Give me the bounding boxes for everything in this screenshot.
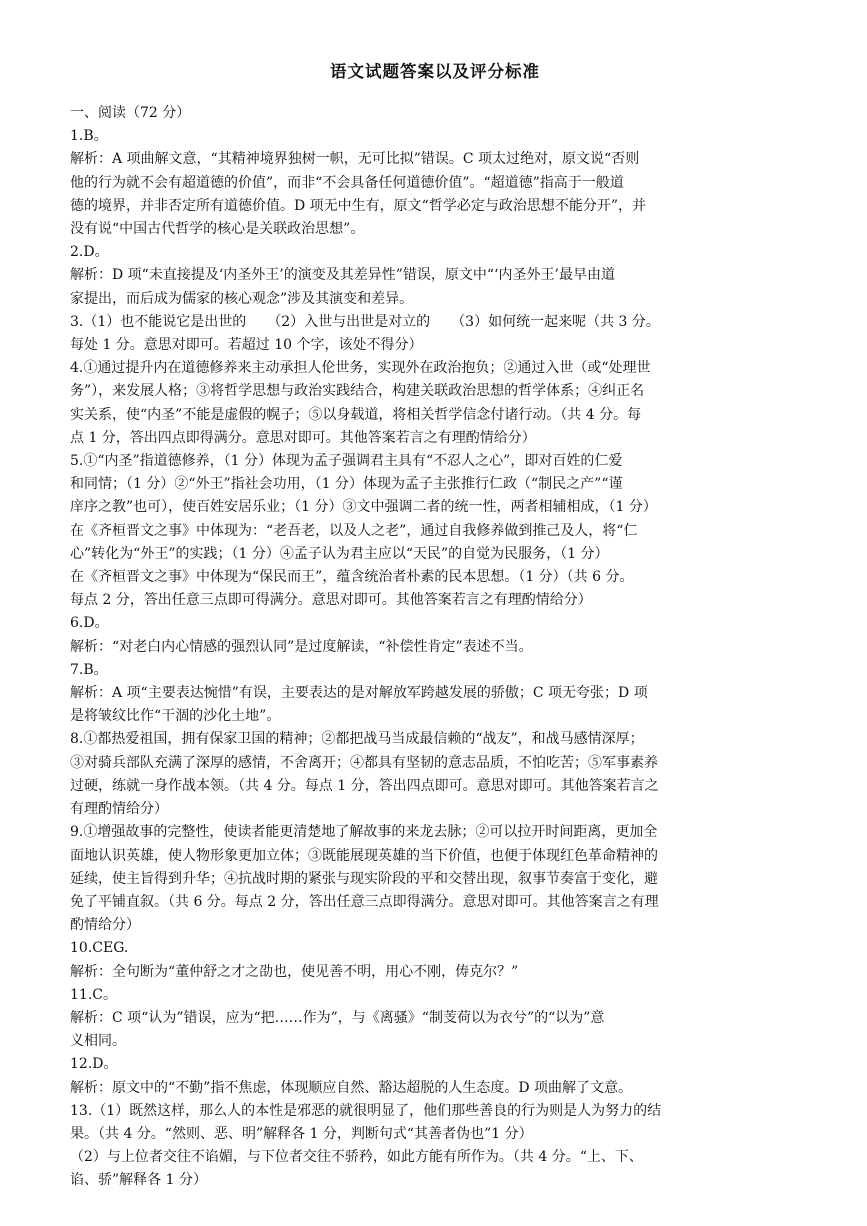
text-line: 谄、骄”解释各 1 分） [70,1172,207,1189]
text-line: 德的境界，并非否定所有道德价值。D 项无中生有，原文“哲学必定与政治思想不能分开”，并 [70,197,646,214]
text-line: 果。（共 4 分。“然则、恶、明”解释各 1 分，判断句式“其善者伪也”1 分） [70,1125,533,1142]
text-line: 在《齐桓晋文之事》中体现为：“老吾老，以及人之老”，通过自我修养做到推己及人，将“仁 [70,522,638,539]
text-line: 5.①“内圣”指道德修养，（1 分）体现为孟子强调君主具有“不忍人之心”，即对百姓的仁爱 [70,453,623,470]
text-line: 12.D。 [70,1056,118,1073]
text-line: ③对骑兵部队充满了深厚的感情，不舍离开；④都具有坚韧的意志品质，不怕吃苦；⑤军事素养 [70,754,658,771]
text-line: 3.（1）也不能说它是出世的 （2）入世与出世是对立的 （3）如何统一起来呢（共 3 分。 [70,313,660,330]
text-line: 过硬，练就一身作战本领。（共 4 分。每点 1 分，答出四点即可。意思对即可。其他答案若言之 [70,777,659,794]
text-line: 是将皱纹比作“干涸的沙化土地”。 [70,708,281,725]
text-line: 8.①都热爱祖国，拥有保家卫国的精神；②都把战马当成最信赖的“战友”，和战马感情深厚； [70,731,644,748]
text-line: 他的行为就不会有超道德的价值”，而非“不会具备任何道德价值”。“超道德”指高于一般道 [70,174,624,191]
text-line: 9.①增强故事的完整性，使读者能更清楚地了解故事的来龙去脉；②可以拉开时间距离，更加全 [70,824,658,841]
text-line: 酌情给分） [70,917,140,934]
text-line: 解析：D 项“未直接提及‘内圣外王’的演变及其差异性”错误，原文中“‘内圣外王’最早由道 [70,267,615,284]
text-line: 1.B。 [70,128,108,145]
text-line: 实关系，使“内圣”不能是虚假的幌子；⑤以身载道，将相关哲学信念付诸行动。（共 4 分。每 [70,406,642,423]
text-line: 每点 2 分，答出任意三点即可得满分。意思对即可。其他答案若言之有理酌情给分） [70,592,592,609]
text-line: 2.D。 [70,244,109,261]
text-line: 免了平铺直叙。（共 6 分。每点 2 分，答出任意三点即得满分。意思对即可。其他答案言之有理 [70,893,659,910]
text-line: 面地认识英雄，使人物形象更加立体；③既能展现英雄的当下价值，也便于体现红色革命精神的 [70,847,658,864]
text-line: 务”），来发展人格；③将哲学思想与政治实践结合，构建关联政治思想的哲学体系；④纠正名 [70,383,645,400]
text-line: 没有说“中国古代哲学的核心是关联政治思想”。 [70,221,365,238]
text-line: 6.D。 [70,615,109,632]
text-line: 11.C。 [70,986,117,1003]
text-line: 延续，使主旨得到升华；④抗战时期的紧张与现实阶段的平和交替出现，叙事节奏富于变化，避 [70,870,658,887]
text-line: 解析：“对老白内心情感的强烈认同”是过度解读，“补偿性肯定”表述不当。 [70,638,533,655]
answer-document [70,58,800,1193]
text-line: 义相同。 [70,1033,126,1050]
text-line: 家提出，而后成为儒家的核心观念”涉及其演变和差异。 [70,290,414,307]
text-line: 10.CEG. [70,940,129,957]
text-line: （2）与上位者交往不谄媚，与下位者交往不骄矜，如此方能有所作为。（共 4 分。“上、下、 [70,1149,643,1166]
text-line: 一、阅读（72 分） [70,105,191,121]
text-line: 4.①通过提升内在道德修养来主动承担人伦世务，实现外在政治抱负；②通过入世（或“处理世 [70,360,651,377]
text-line: 有理酌情给分） [70,801,168,818]
text-line: 解析：C 项“认为”错误，应为“把……作为”，与《离骚》“制芰荷以为衣兮”的“以为”意 [70,1009,605,1026]
text-line: 解析：全句断为“董仲舒之才之劭也，使见善不明，用心不刚，俦克尔？” [70,963,519,980]
text-line: 和同情；（1 分）②“外王”指社会功用，（1 分）体现为孟子主张推行仁政（“制民之产”“谨 [70,476,623,493]
text-line: 13.（1）既然这样，那么人的本性是邪恶的就很明显了，他们那些善良的行为则是人为努力的结 [70,1102,662,1119]
text-line: 解析：原文中的“不勤”指不焦虑，体现顺应自然、豁达超脱的人生态度。D 项曲解了文意。 [70,1079,632,1096]
text-line: 点 1 分，答出四点即得满分。意思对即可。其他答案若言之有理酌情给分） [70,429,536,446]
text-line: 7.B。 [70,661,108,678]
text-line: 庠序之教”也可），使百姓安居乐业；（1 分）③文中强调二者的统一性，两者相辅相成，（1 分） [70,499,657,516]
text-line: 解析：A 项“主要表达惋惜”有误，主要表达的是对解放军跨越发展的骄傲；C 项无夸张；D 项 [70,685,648,702]
text-line: 每处 1 分。意思对即可。若超过 10 个字，该处不得分） [70,337,423,354]
document-body [70,102,800,1193]
text-line: 在《齐桓晋文之事》中体现为“保民而王”，蕴含统治者朴素的民本思想。（1 分）（共 6 分。 [70,569,634,586]
text-line: 解析：A 项曲解文意，“其精神境界独树一帜，无可比拟”错误。C 项太过绝对，原文说“否则 [70,151,640,168]
document-title: 语文试题答案以及评分标准 [330,62,540,81]
text-line: 心”转化为“外王”的实践；（1 分）④孟子认为君主应以“天民”的自觉为民服务，（1 分） [70,545,609,562]
